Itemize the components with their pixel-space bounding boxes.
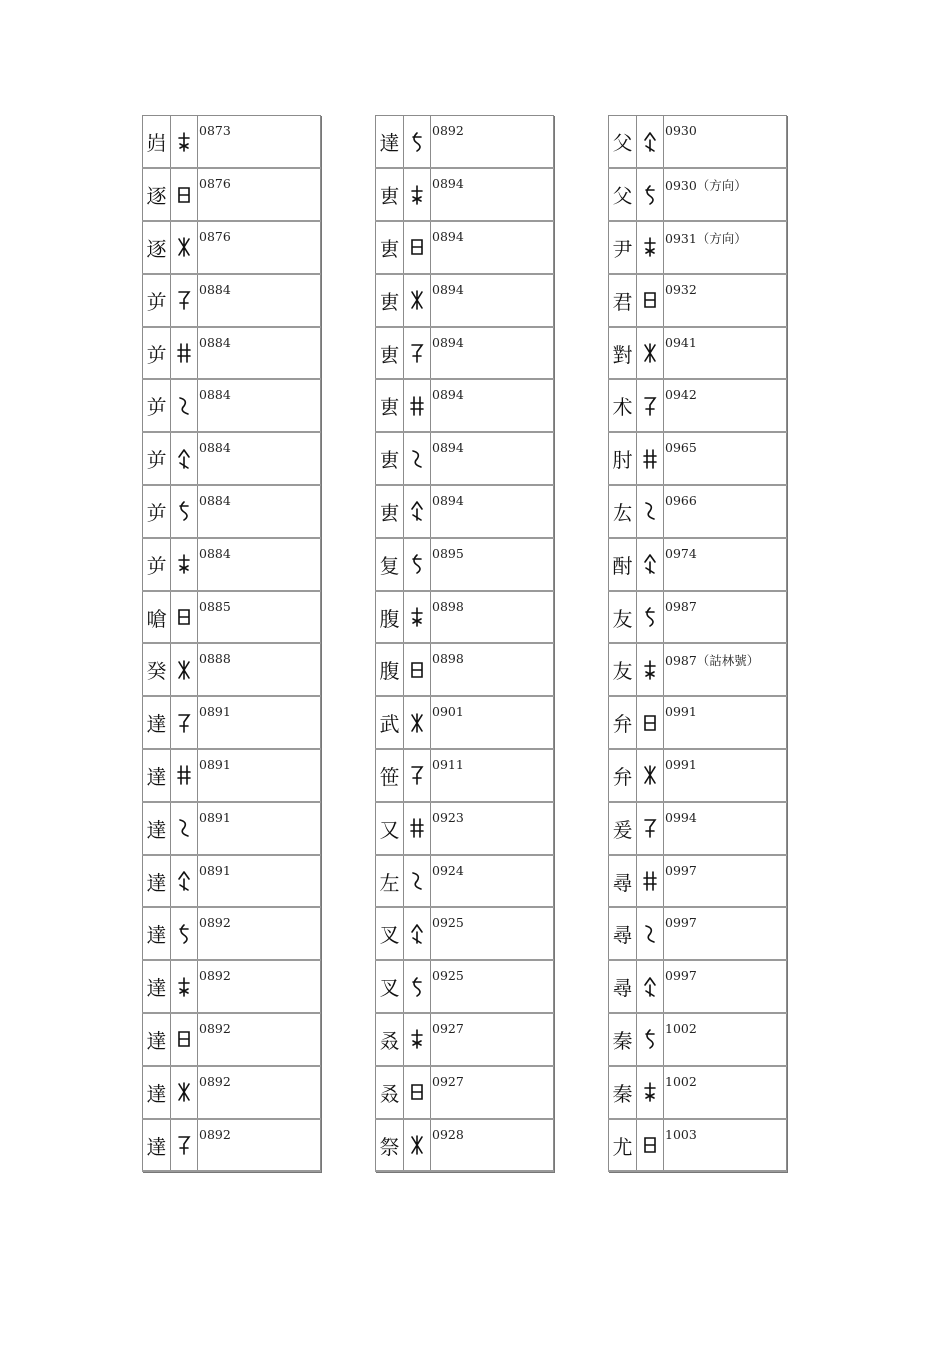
modern-character: 笹 [376, 749, 404, 802]
table-row [609, 643, 787, 696]
modern-character: 祭 [376, 1119, 404, 1172]
character-table-column-1 [142, 115, 321, 1172]
catalog-number: 0930（方向） [664, 168, 787, 221]
catalog-number: 0928 [431, 1119, 554, 1172]
oracle-glyph-icon [404, 274, 431, 327]
catalog-number: 0966 [664, 485, 787, 538]
table-row [376, 802, 554, 855]
modern-character: 達 [376, 116, 404, 169]
table-row [376, 855, 554, 908]
oracle-glyph-icon [404, 432, 431, 485]
oracle-glyph-icon [171, 485, 198, 538]
modern-character: 對 [609, 327, 637, 380]
table-row [609, 274, 787, 327]
catalog-number: 0974 [664, 538, 787, 591]
modern-character: 叉 [376, 907, 404, 960]
modern-character: 嗆 [143, 591, 171, 644]
table-row [143, 1013, 321, 1066]
oracle-glyph-icon [171, 379, 198, 432]
catalog-number: 0892 [198, 1013, 321, 1066]
table-row [376, 168, 554, 221]
modern-character: 复 [376, 538, 404, 591]
oracle-glyph-icon [404, 1013, 431, 1066]
table-row [143, 274, 321, 327]
catalog-number: 0925 [431, 960, 554, 1013]
modern-character: 腹 [376, 643, 404, 696]
catalog-number: 0876 [198, 168, 321, 221]
catalog-number: 0892 [198, 960, 321, 1013]
oracle-glyph-icon [171, 802, 198, 855]
modern-character: 叉 [376, 960, 404, 1013]
table-row [609, 379, 787, 432]
catalog-number: 0923 [431, 802, 554, 855]
oracle-glyph-icon [171, 432, 198, 485]
modern-character: 尋 [609, 960, 637, 1013]
table-row [376, 116, 554, 169]
modern-character: 達 [143, 1119, 171, 1172]
modern-character: 叒 [376, 1013, 404, 1066]
table-row [143, 907, 321, 960]
catalog-number: 0884 [198, 432, 321, 485]
modern-character: 弁 [609, 749, 637, 802]
modern-character: 叀 [376, 485, 404, 538]
oracle-glyph-icon [637, 116, 664, 169]
oracle-glyph-icon [171, 643, 198, 696]
oracle-glyph-icon [404, 116, 431, 169]
oracle-glyph-icon [171, 168, 198, 221]
oracle-glyph-icon [171, 221, 198, 274]
catalog-number: 0876 [198, 221, 321, 274]
modern-character: 厷 [609, 485, 637, 538]
modern-character: 父 [609, 116, 637, 169]
catalog-number: 0941 [664, 327, 787, 380]
modern-character: 又 [376, 802, 404, 855]
catalog-number: 0892 [431, 116, 554, 169]
table-row [376, 1013, 554, 1066]
oracle-glyph-icon [404, 1066, 431, 1119]
table-row [143, 432, 321, 485]
modern-character: 尋 [609, 855, 637, 908]
modern-character: 术 [609, 379, 637, 432]
catalog-number: 0892 [198, 1119, 321, 1172]
catalog-number: 0891 [198, 802, 321, 855]
modern-character: 肘 [609, 432, 637, 485]
table-row [376, 327, 554, 380]
oracle-glyph-icon [404, 802, 431, 855]
catalog-number: 0884 [198, 538, 321, 591]
oracle-glyph-icon [404, 696, 431, 749]
oracle-glyph-icon [404, 907, 431, 960]
oracle-glyph-icon [171, 116, 198, 169]
table-row [143, 538, 321, 591]
catalog-number: 0894 [431, 432, 554, 485]
oracle-glyph-icon [171, 591, 198, 644]
table-row [609, 855, 787, 908]
table-row [609, 327, 787, 380]
table-row [609, 168, 787, 221]
table-row [143, 749, 321, 802]
modern-character: 友 [609, 643, 637, 696]
catalog-number: 0884 [198, 327, 321, 380]
catalog-number: 0892 [198, 1066, 321, 1119]
oracle-glyph-icon [637, 538, 664, 591]
table-row [376, 221, 554, 274]
oracle-glyph-icon [637, 1066, 664, 1119]
table-row [143, 591, 321, 644]
character-table-column-3 [608, 115, 787, 1172]
catalog-number: 0885 [198, 591, 321, 644]
oracle-glyph-icon [637, 379, 664, 432]
table-row [143, 802, 321, 855]
table-row [143, 855, 321, 908]
catalog-number: 0997 [664, 855, 787, 908]
catalog-number: 0927 [431, 1013, 554, 1066]
oracle-glyph-icon [404, 379, 431, 432]
table-row [609, 1013, 787, 1066]
modern-character: 秦 [609, 1066, 637, 1119]
catalog-number: 0927 [431, 1066, 554, 1119]
catalog-number: 0894 [431, 327, 554, 380]
catalog-number: 0911 [431, 749, 554, 802]
oracle-glyph-icon [404, 960, 431, 1013]
table-row [143, 960, 321, 1013]
modern-character: 左 [376, 855, 404, 908]
oracle-glyph-icon [637, 432, 664, 485]
oracle-glyph-icon [171, 907, 198, 960]
catalog-number: 0873 [198, 116, 321, 169]
oracle-glyph-icon [404, 221, 431, 274]
oracle-glyph-icon [171, 538, 198, 591]
oracle-glyph-icon [404, 749, 431, 802]
modern-character: 腹 [376, 591, 404, 644]
modern-character: 屰 [143, 274, 171, 327]
catalog-number: 0997 [664, 960, 787, 1013]
table-row [609, 221, 787, 274]
oracle-glyph-icon [637, 643, 664, 696]
table-row [609, 116, 787, 169]
oracle-glyph-icon [171, 1119, 198, 1172]
catalog-number: 0924 [431, 855, 554, 908]
oracle-glyph-icon [171, 855, 198, 908]
catalog-number: 0987（詁林號） [664, 643, 787, 696]
table-row [143, 116, 321, 169]
catalog-number: 0965 [664, 432, 787, 485]
modern-character: 逐 [143, 221, 171, 274]
oracle-glyph-icon [637, 855, 664, 908]
catalog-number: 0891 [198, 696, 321, 749]
modern-character: 爰 [609, 802, 637, 855]
catalog-number: 0991 [664, 749, 787, 802]
modern-character: 達 [143, 1066, 171, 1119]
modern-character: 達 [143, 802, 171, 855]
catalog-number: 0894 [431, 221, 554, 274]
modern-character: 叀 [376, 274, 404, 327]
table-row [376, 274, 554, 327]
table-row [609, 1119, 787, 1172]
table-row [609, 591, 787, 644]
modern-character: 屰 [143, 432, 171, 485]
catalog-number: 0930 [664, 116, 787, 169]
table-row [609, 749, 787, 802]
catalog-number: 0884 [198, 274, 321, 327]
catalog-number: 0894 [431, 274, 554, 327]
catalog-number: 0892 [198, 907, 321, 960]
table-row [609, 960, 787, 1013]
catalog-number: 0884 [198, 485, 321, 538]
modern-character: 屰 [143, 327, 171, 380]
modern-character: 達 [143, 749, 171, 802]
modern-character: 逐 [143, 168, 171, 221]
oracle-glyph-icon [637, 960, 664, 1013]
modern-character: 叀 [376, 432, 404, 485]
oracle-glyph-icon [171, 749, 198, 802]
table-row [609, 1066, 787, 1119]
table-row [609, 696, 787, 749]
oracle-glyph-icon [171, 1013, 198, 1066]
catalog-number: 0932 [664, 274, 787, 327]
oracle-glyph-icon [404, 1119, 431, 1172]
modern-character: 尤 [609, 1119, 637, 1172]
modern-character: 弁 [609, 696, 637, 749]
table-row [376, 960, 554, 1013]
oracle-glyph-icon [637, 749, 664, 802]
catalog-number: 0991 [664, 696, 787, 749]
catalog-number: 0891 [198, 749, 321, 802]
table-row [376, 432, 554, 485]
oracle-glyph-icon [637, 1013, 664, 1066]
table-row [376, 749, 554, 802]
catalog-number: 0931（方向） [664, 221, 787, 274]
modern-character: 達 [143, 696, 171, 749]
oracle-glyph-icon [404, 538, 431, 591]
oracle-glyph-icon [171, 274, 198, 327]
catalog-number: 0901 [431, 696, 554, 749]
oracle-glyph-icon [171, 327, 198, 380]
modern-character: 達 [143, 960, 171, 1013]
catalog-number: 0888 [198, 643, 321, 696]
catalog-number: 0997 [664, 907, 787, 960]
oracle-glyph-icon [637, 221, 664, 274]
oracle-glyph-icon [404, 643, 431, 696]
table-row [143, 696, 321, 749]
table-row [143, 1119, 321, 1172]
catalog-number: 0925 [431, 907, 554, 960]
oracle-glyph-icon [637, 485, 664, 538]
table-row [143, 168, 321, 221]
catalog-number: 0898 [431, 591, 554, 644]
modern-character: 岿 [143, 116, 171, 169]
catalog-number: 0987 [664, 591, 787, 644]
table-row [376, 907, 554, 960]
character-table-column-2 [375, 115, 554, 1172]
catalog-number: 0898 [431, 643, 554, 696]
catalog-number: 0884 [198, 379, 321, 432]
modern-character: 叒 [376, 1066, 404, 1119]
modern-character: 父 [609, 168, 637, 221]
modern-character: 秦 [609, 1013, 637, 1066]
table-row [609, 432, 787, 485]
modern-character: 屰 [143, 485, 171, 538]
catalog-number: 0942 [664, 379, 787, 432]
oracle-glyph-icon [404, 591, 431, 644]
table-row [143, 1066, 321, 1119]
modern-character: 叀 [376, 221, 404, 274]
catalog-number: 0994 [664, 802, 787, 855]
modern-character: 酎 [609, 538, 637, 591]
modern-character: 武 [376, 696, 404, 749]
modern-character: 屰 [143, 379, 171, 432]
modern-character: 尋 [609, 907, 637, 960]
oracle-glyph-icon [637, 591, 664, 644]
table-row [609, 802, 787, 855]
modern-character: 達 [143, 1013, 171, 1066]
oracle-glyph-icon [637, 907, 664, 960]
modern-character: 癸 [143, 643, 171, 696]
oracle-glyph-icon [637, 168, 664, 221]
table-row [376, 485, 554, 538]
table-row [376, 591, 554, 644]
oracle-glyph-icon [637, 327, 664, 380]
table-row [143, 221, 321, 274]
modern-character: 叀 [376, 379, 404, 432]
table-row [143, 643, 321, 696]
catalog-number: 0891 [198, 855, 321, 908]
table-row [376, 1066, 554, 1119]
oracle-glyph-icon [171, 696, 198, 749]
oracle-glyph-icon [637, 1119, 664, 1172]
oracle-glyph-icon [404, 855, 431, 908]
oracle-glyph-icon [637, 802, 664, 855]
oracle-glyph-icon [637, 274, 664, 327]
table-row [376, 379, 554, 432]
table-row [376, 696, 554, 749]
modern-character: 叀 [376, 168, 404, 221]
modern-character: 屰 [143, 538, 171, 591]
catalog-number: 1003 [664, 1119, 787, 1172]
modern-character: 達 [143, 907, 171, 960]
modern-character: 叀 [376, 327, 404, 380]
modern-character: 尹 [609, 221, 637, 274]
table-row [609, 538, 787, 591]
catalog-number: 0894 [431, 379, 554, 432]
catalog-number: 0894 [431, 168, 554, 221]
table-row [609, 907, 787, 960]
table-row [376, 1119, 554, 1172]
modern-character: 達 [143, 855, 171, 908]
table-row [143, 485, 321, 538]
modern-character: 友 [609, 591, 637, 644]
table-row [143, 327, 321, 380]
oracle-glyph-icon [404, 485, 431, 538]
table-row [376, 643, 554, 696]
table-row [609, 485, 787, 538]
catalog-number: 0895 [431, 538, 554, 591]
catalog-number: 1002 [664, 1066, 787, 1119]
oracle-glyph-icon [637, 696, 664, 749]
table-row [143, 379, 321, 432]
oracle-glyph-icon [404, 327, 431, 380]
oracle-glyph-icon [171, 960, 198, 1013]
modern-character: 君 [609, 274, 637, 327]
catalog-number: 0894 [431, 485, 554, 538]
catalog-number: 1002 [664, 1013, 787, 1066]
table-row [376, 538, 554, 591]
oracle-glyph-icon [171, 1066, 198, 1119]
oracle-glyph-icon [404, 168, 431, 221]
